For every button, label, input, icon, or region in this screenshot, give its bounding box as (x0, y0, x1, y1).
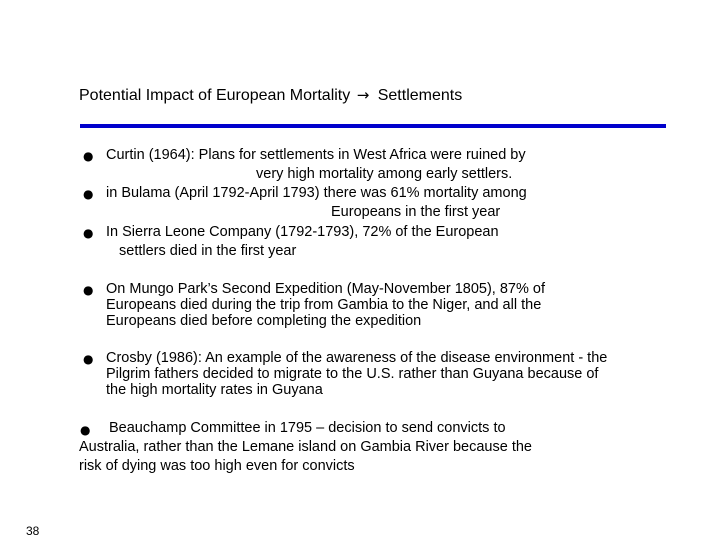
bullet-text-mungo-park (106, 281, 545, 329)
text-line: Pilgrim fathers decided to migrate to the U.S. rather than Guyana because of (106, 366, 599, 382)
bullet-text-sierra-leone (106, 223, 499, 261)
text-line: Crosby (1986): An example of the awareness of the disease environment - the (106, 350, 608, 366)
text-line: the high mortality rates in Guyana (106, 382, 323, 398)
text-line: settlers died in the first year (119, 243, 297, 259)
page-number: 38 (26, 524, 40, 538)
right-arrow-icon: → (356, 86, 370, 104)
bullet-text-beauchamp (79, 419, 532, 476)
text-line: Beauchamp Committee in 1795 – decision to send convicts to (109, 420, 506, 436)
bullet-icon: ● (83, 352, 94, 366)
slide-title-text: Potential Impact of European Mortality (79, 87, 351, 104)
text-line: very high mortality among early settlers. (256, 166, 513, 182)
bullet-icon: ● (80, 423, 91, 437)
bullet-icon: ● (83, 187, 94, 201)
text-line: Europeans in the first year (331, 204, 501, 220)
slide-title (79, 86, 462, 105)
bullet-icon: ● (83, 149, 94, 163)
text-line: Europeans died during the trip from Gambia to the Niger, and all the (106, 297, 542, 313)
text-line: in Bulama (April 1792-April 1793) there was 61% mortality among (106, 185, 527, 201)
text-line: risk of dying was too high even for convicts (79, 458, 355, 474)
bullet-icon: ● (83, 226, 94, 240)
title-divider (80, 124, 666, 128)
text-line: Australia, rather than the Lemane island on Gambia River because the (79, 439, 532, 455)
bullet-icon: ● (83, 283, 94, 297)
slide-title-suffix: Settlements (377, 87, 463, 104)
text-line: Europeans died before completing the expedition (106, 313, 422, 329)
text-line: Curtin (1964): Plans for settlements in West Africa were ruined by (106, 147, 526, 163)
text-line: In Sierra Leone Company (1792-1793), 72% of the European (106, 224, 499, 240)
bullet-text-curtin (106, 146, 526, 184)
text-line: On Mungo Park’s Second Expedition (May-November 1805), 87% of (106, 281, 545, 297)
bullet-text-crosby (106, 350, 607, 398)
bullet-text-bulama (106, 184, 527, 222)
